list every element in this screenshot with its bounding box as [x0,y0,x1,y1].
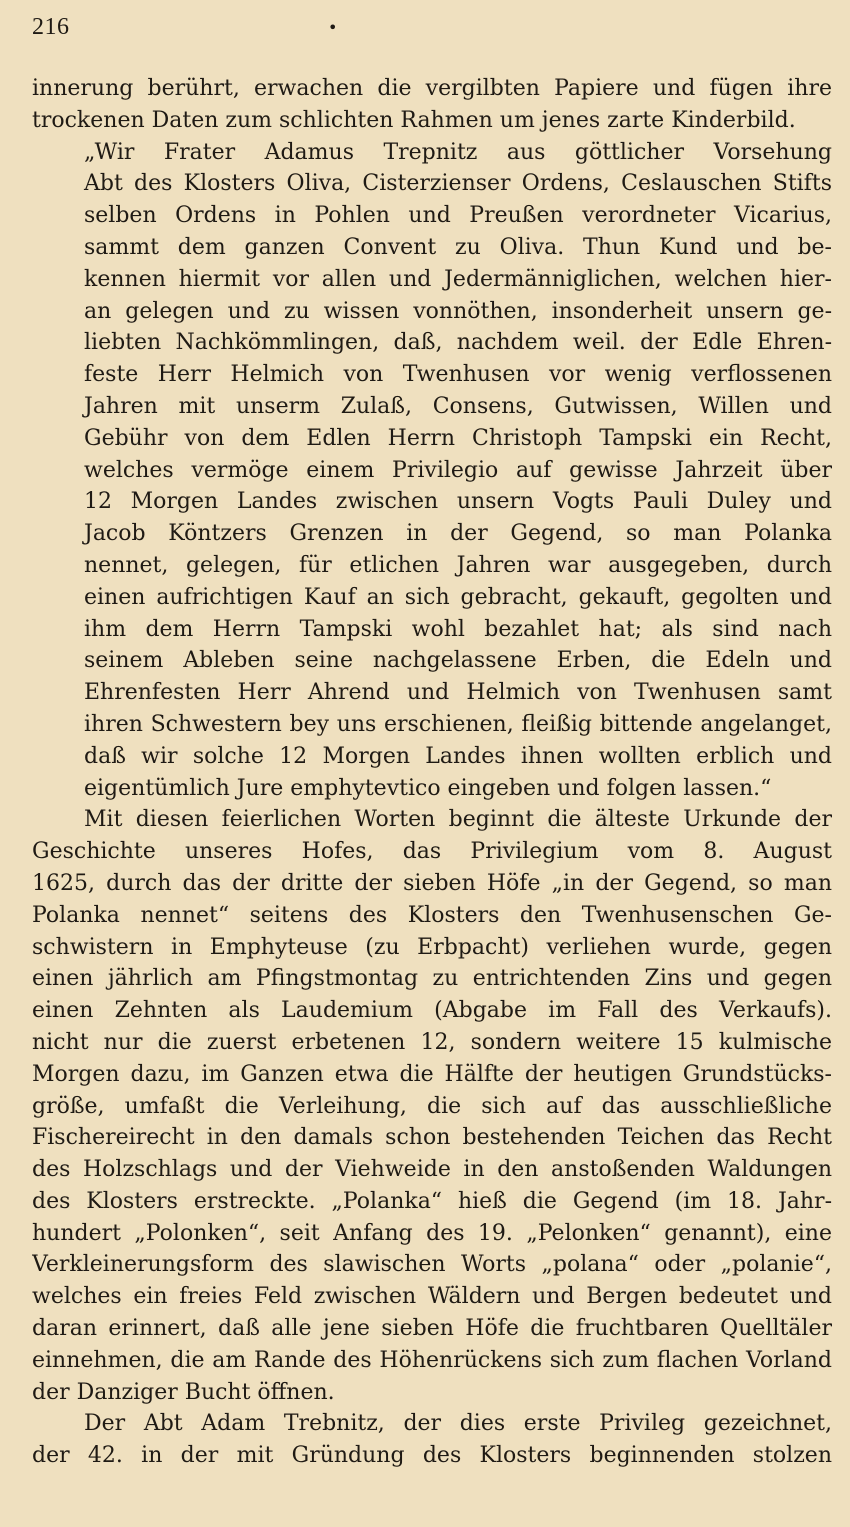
text-line: Gebühr von dem Edlen Herrn Christoph Tampski ein Recht, [84,425,832,451]
text-line: Verkleinerungsform des slawischen Worts „polana“ oder „polanie“, [32,1252,832,1278]
text-line: größe, umfaßt die Verleihung, die sich auf das ausschließliche [32,1093,832,1119]
text-line: an gelegen und zu wissen vonnöthen, insonderheit unsern ge- [84,298,832,324]
text-line: Polanka nennet“ seitens des Klosters den Twenhusenschen Ge- [32,902,832,928]
text-line: Abt des Klosters Oliva, Cisterzienser Ordens, Ceslauschen Stifts [84,171,832,197]
text-line: des Klosters erstreckte. „Polanka“ hieß die Gegend (im 18. Jahr- [32,1188,832,1214]
text-line: seinem Ableben seine nachgelassene Erben, die Edeln und [84,648,832,674]
text-line: „Wir Frater Adamus Trepnitz aus göttlicher Vorsehung [84,139,832,165]
text-line: 1625, durch das der dritte der sieben Höfe „in der Gegend, so man [32,870,832,896]
text-line: ihren Schwestern bey uns erschienen, fleißig bittende angelanget, [84,711,832,737]
text-line: nennet, gelegen, für etlichen Jahren war ausgegeben, durch [84,552,832,578]
text-line: sammt dem ganzen Convent zu Oliva. Thun Kund und be- [84,234,832,260]
text-line: einnehmen, die am Rande des Höhenrückens sich zum flachen Vorland [32,1347,832,1373]
text-line: des Holzschlags und der Viehweide in den anstoßenden Waldungen [32,1157,832,1183]
text-line: welches ein freies Feld zwischen Wäldern und Bergen bedeutet und [32,1284,832,1310]
text-line: trockenen Daten zum schlichten Rahmen um jenes zarte Kinderbild. [32,107,796,133]
text-line: Ehrenfesten Herr Ahrend und Helmich von Twenhusen samt [84,680,832,706]
text-line: Jacob Köntzers Grenzen in der Gegend, so man Polanka [84,521,832,547]
page-number: 216 [32,14,70,40]
text-line: daran erinnert, daß alle jene sieben Höfe die fruchtbaren Quelltäler [32,1316,832,1342]
text-line: der 42. in der mit Gründung des Klosters beginnenden stolzen [32,1443,832,1469]
text-line: selben Ordens in Pohlen und Preußen verordneter Vicarius, [84,203,832,229]
text-line: einen aufrichtigen Kauf an sich gebracht, gekauft, gegolten und [84,584,832,610]
text-line: feste Herr Helmich von Twenhusen vor wenig verflossenen [84,362,832,388]
text-line: liebten Nachkömmlingen, daß, nachdem weil. der Edle Ehren- [84,330,832,356]
text-line: Der Abt Adam Trebnitz, der dies erste Privileg gezeichnet, [84,1411,832,1437]
text-line: kennen hiermit vor allen und Jedermänniglichen, welchen hier- [84,266,832,292]
printer-mark: • [328,18,338,37]
text-line: nicht nur die zuerst erbetenen 12, sondern weitere 15 kulmische [32,1029,832,1055]
text-line: eigentümlich Jure emphytevtico eingeben und folgen lassen.“ [84,775,772,801]
text-line: Jahren mit unserm Zulaß, Consens, Gutwissen, Willen und [84,393,832,419]
text-line: innerung berührt, erwachen die vergilbten Papiere und fügen ihre [32,76,832,101]
text-line: 12 Morgen Landes zwischen unsern Vogts Pauli Duley und [84,489,832,515]
text-line: hundert „Polonken“, seit Anfang des 19. „Pelonken“ genannt), eine [32,1220,832,1246]
text-line: Morgen dazu, im Ganzen etwa die Hälfte der heutigen Grundstücks- [32,1061,832,1087]
body-text [32,73,832,1472]
text-line: Fischereirecht in den damals schon bestehenden Teichen das Recht [32,1125,832,1151]
text-line: der Danziger Bucht öffnen. [32,1379,335,1405]
text-line: ihm dem Herrn Tampski wohl bezahlet hat; als sind nach [84,616,832,642]
text-line: Mit diesen feierlichen Worten beginnt die älteste Urkunde der [84,807,832,833]
text-line: schwistern in Emphyteuse (zu Erbpacht) verliehen wurde, gegen [32,934,832,960]
text-line: welches vermöge einem Privilegio auf gewisse Jahrzeit über [84,457,832,483]
text-line: einen Zehnten als Laudemium (Abgabe im Fall des Verkaufs). [32,998,832,1024]
text-line: daß wir solche 12 Morgen Landes ihnen wollten erblich und [84,743,832,769]
text-line: einen jährlich am Pfingstmontag zu entrichtenden Zins und gegen [32,966,832,992]
text-line: Geschichte unseres Hofes, das Privilegium vom 8. August [32,839,832,865]
